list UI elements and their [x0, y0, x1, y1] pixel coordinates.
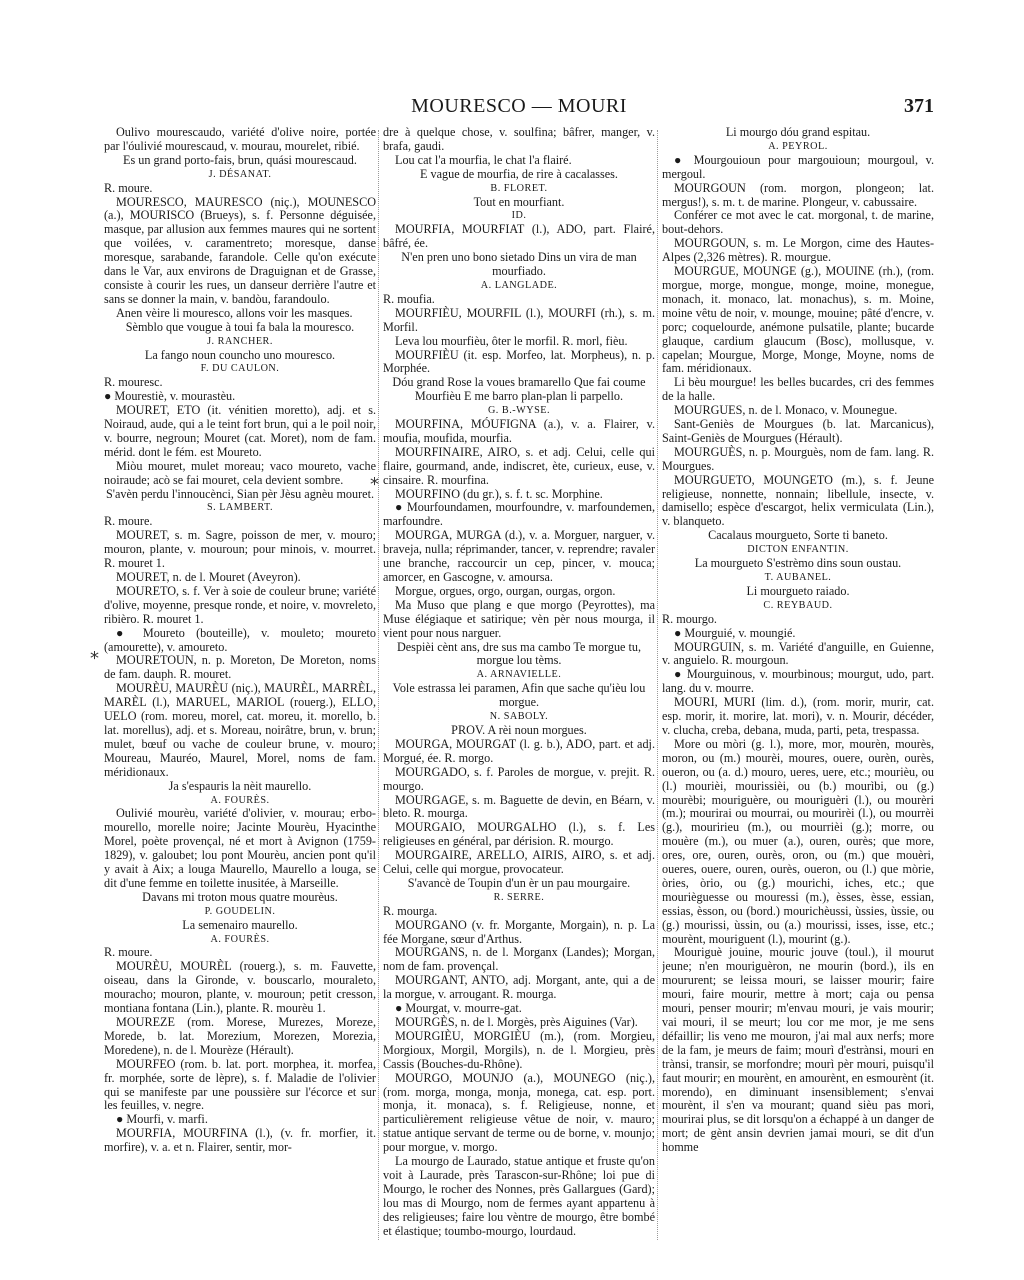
entry-paragraph: S'avèn perdu l'innoucènci, Sian pèr Jèsu agnèu mouret. [105, 486, 375, 501]
citation: A. FOURÈS. [210, 794, 270, 806]
entry-paragraph: MOURGAGE, s. m. Baguette de devin, en Béarn, v. bleto. R. mourga. [383, 792, 655, 821]
citation: F. DU CAULON. [200, 363, 280, 375]
entry-paragraph: ● Mourgat, v. mourre-gat. [395, 1001, 522, 1016]
entry-paragraph: MOURGANT, ANTO, adj. Morgant, ante, qui a de la morgue, v. arrougant. R. mourga. [383, 973, 655, 1002]
entry-paragraph: Ma Muso que plang e que morgo (Peyrottes), ma Muse élégiaque et satirique; vèn pèr nous mourga, il vient pour nous narguer. [383, 597, 655, 640]
citation: B. FLORET. [490, 182, 548, 194]
entry-paragraph: ● Mourfi, v. marfi. [116, 1112, 208, 1127]
entry-paragraph: MOURFIA, MOURFINA (l.), (v. fr. morfier, it. morfire), v. a. et n. Flairer, sentir, mor- [104, 1126, 376, 1155]
entry-paragraph: ● Mourfoundamen, mourfoundre, v. marfoundemen, marfoundre. [383, 500, 655, 529]
entry-paragraph: Dóu grand Rose la voues bramarello Que fai coume Mourfièu E me barro plan-plan li parpello. [392, 375, 646, 404]
entry-paragraph: MOURGUE, MOUNGE (g.), MOUINE (rh.), (rom. morgue, morge, mongue, monge, moine, monegue, monach, it. monaco, lat. monachus), s. m. Moine, moine vêtu de noir, v. mounge, mouine; pâté d'encre, v. porc; coquelourde, anémone pulsatile, plante; bucarde glauque, cardium glaucum (Bosc), mollusque, v. capelan; Mourgue, Morge, Monge, Moyne, noms de fam. méridionaux. [662, 264, 934, 376]
entry-paragraph: La mourgo de Laurado, statue antique et fruste qu'on voit à Laurade, près Tarascon-sur-Rhône; loi pue di Mourgo, le rocher des Nonnes, près Gallargues (Gard); lou mas di Mourgo, nom de fermes ayant appartenu à des religieuses; faire lou vèntre de mourgo, être bombé et élastique; toumbo-mourgo, lourdaud. [383, 1154, 655, 1238]
entry-paragraph: MOURGANS, n. de l. Morganx (Landes); Morgan, nom de fam. provençal. [383, 945, 655, 974]
entry-paragraph: MOURGA, MURGA (d.), v. a. Morguer, narguer, v. braveja, nulla; réprimander, tancer, v. reprendre; ravaler une branche, raccourcir un cep, pincer, v. mouca; amorcer, en Gascogne, v. amoursa. [383, 528, 655, 584]
entry-paragraph: S'avancè de Toupin d'un èr un pau mourgaire. [407, 875, 631, 890]
entry-paragraph: MOURFIÈU, MOURFIL (l.), MOURFI (rh.), s. m. Morfil. [383, 305, 655, 334]
entry-paragraph: MOURGIÈU, MORGIÈU (m.), (rom. Morgieu, Morgioux, Morgil, Morgils), n. de l. Morgieu, près Cassis (Bouches-du-Rhône). [383, 1028, 655, 1071]
entry-paragraph: Ja s'espauris la nèit maurello. [168, 778, 312, 793]
column-divider [657, 130, 658, 1240]
entry-paragraph: MOURGUETO, MOUNGETO (m.), s. f. Jeune religieuse, nonnette, nonnain; libellule, insecte, v. damisello; espèce d'escargot, helix vermiculata (Lin.), v. blanqueto. [662, 472, 934, 529]
entry-paragraph: R. mourgo. [662, 611, 717, 626]
entry-paragraph: Sant-Geniès de Mourgues (b. lat. Marcanicus), Saint-Geniès de Mourgues (Hérault). [662, 417, 934, 445]
citation: A. ARNAVIELLE. [476, 669, 562, 681]
entry-paragraph: MOURGA, MOURGAT (l. g. b.), ADO, part. et adj. Morgué, ée. R. morgo. [383, 736, 655, 765]
citation: J. RANCHER. [207, 335, 273, 347]
entry-paragraph: Li mourgueto raiado. [746, 583, 850, 598]
entry-paragraph: R. mourga. [383, 903, 438, 918]
entry-paragraph: MOURI, MURI (lim. d.), (rom. morir, murir, cat. esp. morir, it. morire, lat. mori), v. n. Mourir, décéder, v. clucha, creba, debana, muda, parti, peta, trespassa. [662, 695, 934, 737]
citation: G. B.-WYSE. [487, 405, 551, 417]
entry-paragraph: MOURFIÈU (it. esp. Morfeo, lat. Morpheus), n. p. Morphée. [383, 347, 655, 376]
entry-paragraph: MOURETO, s. f. Ver à soie de couleur brune; variété d'olive, moyenne, presque ronde, et noire, v. movreleto, ribièro. R. mouret 1. [104, 583, 376, 626]
citation: A. PEYROL. [768, 140, 828, 152]
entry-paragraph: MOURESCO, MAURESCO (niç.), MOUNESCO (a.), MOURISCO (Brueys), s. f. Personne déguisée, masque, par allusion aux femmes maures qui ne sortent que voilées, v. caramentreto; moresque, danse moresque, sarabande, farandole. Celle qu'on exécute dans le Var, aux environs de Draguignan et de Grasse, consiste à courir les rues, un danseur derrière l'autre et sans se donner la main, v. bandòu, farandoulo. [104, 194, 376, 306]
citation: DICTON ENFANTIN. [747, 544, 849, 556]
entry-paragraph: MOURGO, MOUNJO (a.), MOUNEGO (niç.), (rom. morga, monga, monja, monega, cat. esp. port. monja, it. monaca), s. f. Religieuse, nonne, et particulièrement religieuse vêtue de noir, v. mauro; statue antique servant de terme ou de borne, v. mounjo; pour morgue, v. morgo. [383, 1070, 655, 1155]
entry-paragraph: MOURGUES, n. de l. Monaco, v. Mounegue. [674, 403, 898, 418]
running-title: MOURESCO — MOURI [411, 95, 627, 117]
entry-paragraph: Despièi cènt ans, dre sus ma cambo Te morgue tu, morgue lou tèms. [396, 639, 642, 668]
entry-paragraph: MOURGAIRE, ARELLO, AIRIS, AIRO, s. et adj. Celui, celle qui morgue, provocateur. [383, 848, 655, 877]
entry-paragraph: MOURGANO (v. fr. Morgante, Morgain), n. p. La fée Morgane, sœur d'Arthus. [383, 917, 655, 946]
entry-paragraph: MOURGUÈS, n. p. Mourguès, nom de fam. lang. R. Mourgues. [662, 444, 934, 473]
entry-paragraph: R. moufia. [383, 291, 435, 306]
entry-paragraph: Vole estrassa lei paramen, Afin que sache qu'ièu lou morgue. [392, 681, 646, 710]
entry-paragraph: Li mourgo dóu grand espitau. [725, 126, 871, 139]
entry-paragraph: MOURFEO (rom. b. lat. port. morphea, it. morfea, fr. morphée, sorte de lèpre), s. f. Maladie de l'olivier qui se manifeste par une poussière sur l'écorce et sur les feuilles, v. negre. [104, 1056, 376, 1113]
citation: P. GOUDELIN. [204, 905, 276, 917]
column-divider [378, 130, 379, 1240]
column-middle [383, 126, 655, 1248]
entry-paragraph: E vague de mourfia, de rire à cacalasses. [420, 166, 618, 181]
entry-paragraph: MOURGAIO, MOURGALHO (l.), s. f. Les religieuses en général, par dérision. R. mourgo. [383, 820, 655, 849]
entry-paragraph: Mouriguè jouine, mouric jouve (toul.), il mourut jeune; n'en mouriguèron, ne mourin (bord.), ils en moururent; se leissa mouri, se laisser mourir; faire mouri, faire mourir, mettre à mort; caja ou pensa mouri, penser mourir; m'envau mouri, je vais mourir; vai mouri, il se meurt; lou cor me mor, je me sens défaillir; lis veno me mouron, j'ai mal aux nerfs; more de la fam, je meurs de faim; mourì d'estrànsi, mouri en trànsi, transir, se morfondre; mourì pèr mouri, puisqu'il faut mourir; en mourènt, en amourènt, en esmourènt (it. morendo), en diminuant insensiblement; s'envai mourènt, il s'en va mourant; quand sièu pas mori, mourirai plus, se dit lorsqu'on a échappé à un danger de mort; de gènt ansin devrien jamai mouri, se dit d'un homme [662, 945, 934, 1155]
entry-paragraph: Tout en mourfiant. [473, 194, 565, 209]
entry-paragraph: MOURGOUN (rom. morgon, plongeon; lat. mergus!), s. m. t. de marine. Plongeur, v. cabussaire. [662, 180, 934, 209]
entry-paragraph: MOURFINAIRE, AIRO, s. et adj. Celui, celle qui flaire, gourmand, ande, indiscret, ète, curieux, euse, v. cinsaire. R. mourfina. [383, 444, 655, 487]
page-number: 371 [904, 95, 934, 117]
entry-paragraph: MOURET, ETO (it. vénitien moretto), adj. et s. Noiraud, aude, qui a le teint fort brun, qui a le poil noir, v. bourre, negroun; Mouret (cat. Moret), nom de fam. mérid. dont le fém. est Moureto. [104, 403, 376, 459]
entry-paragraph: Cacalaus mourgueto, Sorte ti baneto. [708, 528, 888, 543]
entry-paragraph: N'en pren uno bono sietado Dins un vira de man mourfiado. [401, 250, 637, 279]
entry-paragraph: Oulivo mourescaudo, variété d'olive noire, portée par l'óulivié mourescaud, v. mourau, mourelet, ribié. [104, 126, 376, 153]
entry-paragraph: R. moure. [104, 945, 153, 960]
entry-paragraph: Li bèu mourgue! les belles bucardes, cri des femmes de la halle. [662, 375, 934, 404]
entry-paragraph: Miòu mouret, mulet moreau; vaco moureto, vache noiraude; acò se fai mouret, cela devient sombre. [104, 458, 376, 487]
citation: N. SABOLY. [489, 711, 549, 723]
entry-paragraph: MOURGÈS, n. de l. Morgès, près Aiguines (Var). [395, 1015, 638, 1029]
column-right [662, 126, 934, 1248]
entry-paragraph: ● Moureto (bouteille), v. mouleto; moureto (amourette), v. amoureto. [104, 625, 376, 654]
entry-paragraph: La mourgueto S'estrèmo dins soun oustau. [694, 556, 902, 571]
entry-paragraph: ● Mourguinous, v. mourbinous; mourgut, udo, part. lang. du v. mourre. [662, 667, 934, 696]
entry-paragraph: R. mouresc. [104, 375, 163, 390]
entry-paragraph: MOURFINO (du gr.), s. f. t. sc. Morphine. [395, 486, 603, 501]
column-left [104, 126, 376, 1248]
entry-paragraph: More ou mòri (g. l.), more, mor, mourèn, mourès, moron, ou (m.) mourèi, moures, ouere, ourèn, ourès, oueron, ou (a. d.) mouro, ueres, uere, etc.; mourièu, ou (l.) mourièi, mourissièi, ou (b.) mourìbi, ou (g.) mourèbi; mouriguère, ou mouriguèri (l.), ou mourèri (m.); mourirai ou mourrai, ou mourirèi (l.), ou mourrèi (g.), mouririeu (m.), ou mourrièi (g.); morre, ou mouère (m.), ou muer (a.), ouren, ourès; que more, ores, ore, ouren, ourès, oron, ou (m.) que mouèri, oueres, ouere, ouren, ourès, oueron, ou (l.) que mòrie, òries, òrio, ou (g.) mourichi, iches, etc.; que mourièguesse ou mouressi (m.), èsses, èsse, essian, essias, èsson, ou (bord.) mourichèussi, ùssies, ùssie, ou (g.) mourissi, ùssin, ou (a.) mourissi, isses, isse, etc.; mourènt, mouriguent (l.), mourint (g.). [662, 736, 934, 946]
entry-paragraph: dre à quelque chose, v. soulfina; bâfrer, manger, v. brafa, gaudi. [383, 126, 655, 153]
entry-paragraph: MOURETOUN, n. p. Moreton, De Moreton, noms de fam. dauph. R. mouret. [104, 653, 376, 682]
entry-paragraph: Es un grand porto-fais, brun, quási mourescaud. [123, 152, 357, 167]
entry-paragraph: R. moure. [104, 514, 153, 529]
citation: R. SERRE. [493, 891, 545, 903]
entry-paragraph: MOURÈU, MOURÈL (rouerg.), s. m. Fauvette, oiseau, dans la Gironde, v. bouscarlo, mouraleto, mouracho; mouron, plante, v. mouroun; petit cresson, montiana fontana (Lin.), plante. R. mourèu 1. [104, 959, 376, 1016]
entry-paragraph: Leva lou mourfièu, ôter le morfil. R. morl, fièu. [395, 333, 628, 348]
citation: A. FOURÈS. [210, 933, 270, 945]
entry-paragraph: MOURGADO, s. f. Paroles de morgue, v. prejit. R. mourgo. [383, 764, 655, 793]
entry-paragraph: Anen vèire li mouresco, allons voir les masques. [116, 305, 353, 320]
citation: T. AUBANEL. [764, 572, 832, 583]
page-header [104, 95, 934, 125]
citation: J. DÉSANAT. [208, 168, 272, 180]
citation: ID. [511, 210, 527, 222]
margin-asterisk: * [90, 648, 99, 669]
entry-paragraph: MOURGOUN, s. m. Le Morgon, cime des Hautes-Alpes (2,326 mètres). R. mourgue. [662, 236, 934, 265]
entry-paragraph: ● Mourgouioun pour margouioun; mourgoul, v. mergoul. [662, 152, 934, 181]
entry-paragraph: PROV. A rèi noun morgues. [451, 722, 587, 737]
entry-paragraph: Oulivié mourèu, variété d'olivier, v. mourau; erbo-mourello, morelle noire; Jacinte Mourèu, Hyacinthe Morel, poète provençal, né et mort à Avignon (1759-1829), v. galoubet; lou pont Mourèu, ancien pont qu'il y avait à Aix; a louga Maurello, Maurello a louga, se dit d'une femme en toilette inusitée, à Marseille. [104, 806, 376, 890]
entry-paragraph: Conférer ce mot avec le cat. morgonal, t. de marine, bout-dehors. [662, 208, 934, 237]
entry-paragraph: La fango noun councho uno mouresco. [144, 347, 336, 362]
entry-paragraph: ● Mourestiè, v. mourastèu. [104, 389, 236, 404]
entry-paragraph: La semenairo maurello. [182, 917, 298, 932]
citation: C. REYBAUD. [763, 599, 833, 611]
entry-paragraph: Morgue, orgues, orgo, ourgan, ourgas, orgon. [395, 583, 616, 598]
entry-paragraph: MOURÈU, MAURÈU (niç.), MAURÈL, MARRÈL, MARÈL (l.), MARUEL, MARIOL (rouerg.), ELLO, UELO (rom. moreu, morel, cat. moreu, it. morello, b. lat. morellus), adj. et s. Moreau, noirâtre, brun, v. brun; mulet, bœuf ou vache de couleur brune, v. mouro; Moureau, Mauréo, Maurel, Morel, noms de fam. méridionaux. [104, 681, 376, 779]
entry-paragraph: MOURFINA, MÓUFIGNA (a.), v. a. Flairer, v. moufia, moufida, mourfia. [383, 417, 655, 445]
margin-asterisk: * [370, 474, 379, 495]
entry-paragraph: Lou cat l'a mourfia, le chat l'a flairé. [395, 152, 572, 167]
entry-paragraph: MOURET, s. m. Sagre, poisson de mer, v. mouro; mouron, plante, v. mouroun; pour minois, v. mourret. R. mouret 1. [104, 528, 376, 571]
citation: S. LAMBERT. [206, 502, 274, 514]
entry-paragraph: R. moure. [104, 180, 153, 195]
entry-paragraph: ● Mourguié, v. moungié. [674, 625, 796, 640]
entry-paragraph: Davans mi troton mous quatre mourèus. [142, 889, 338, 904]
citation: A. LANGLADE. [480, 279, 558, 291]
entry-paragraph: MOURGUIN, s. m. Variété d'anguille, en Guienne, v. anguielo. R. mourgoun. [662, 639, 934, 668]
entry-paragraph: Sèmblo que vougue à toui fa bala la mouresco. [125, 319, 355, 334]
entry-paragraph: MOURET, n. de l. Mouret (Aveyron). [116, 570, 301, 584]
entry-paragraph: MOUREZE (rom. Morese, Murezes, Moreze, Morede, b. lat. Morezium, Morezen, Morezia, Moredene), n. de l. Mourèze (Hérault). [104, 1015, 376, 1057]
entry-paragraph: MOURFIA, MOURFIAT (l.), ADO, part. Flairé, bâfré, ée. [383, 222, 655, 251]
